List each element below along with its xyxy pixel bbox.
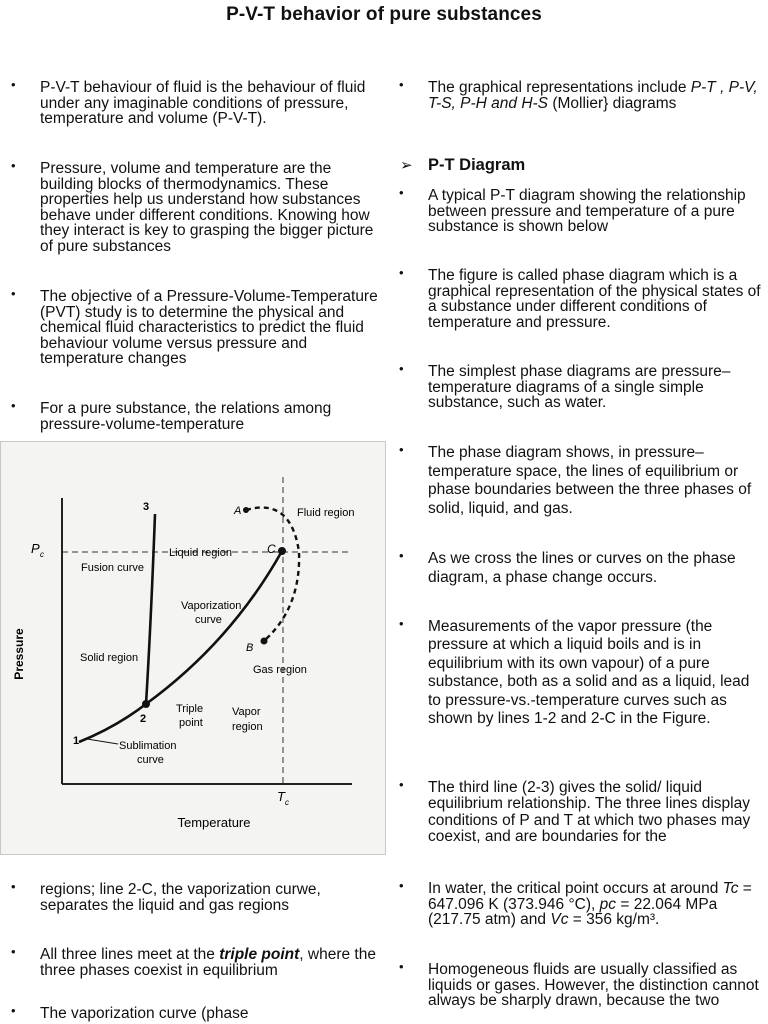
left-bullet-4: • For a pure substance, the relations among pressure-volume-temperature — [11, 401, 388, 434]
pc-label: P — [31, 541, 40, 556]
bullet-marker: • — [399, 780, 404, 792]
pressure-axis-label: Pressure — [12, 628, 26, 680]
point-b-label: B — [246, 642, 254, 654]
right-bullet-7: • Measurements of the vapor pressure (the pressure at which a liquid boils and is in equilibrium with its own vapour) of a pure substance, both as a solid and as a liquid, lead to pressure-vs.-temperature curves such as shown by lines 1-2 and 2-C in the Figure. — [399, 616, 750, 728]
left-bullet-2: • Pressure, volume and temperature are the building blocks of thermodynamics. These properties help us understand how substances behave under different conditions. Knowing how they interact is key to grasping the bigger picture of pure substances — [11, 158, 374, 255]
bullet-marker: • — [11, 401, 16, 413]
sublimation-curve-line — [79, 704, 146, 742]
vapor-region-label-2: region — [232, 721, 263, 733]
bullet-marker: • — [11, 286, 16, 301]
sublimation-leader-line — [87, 739, 118, 744]
point-a-marker — [243, 507, 249, 513]
dashed-path-a-b — [246, 508, 299, 640]
tc-label: T — [277, 789, 285, 804]
vaporization-curve-label-2: curve — [195, 614, 222, 626]
left-bullet-1: • P-V-T behaviour of fluid is the behaviour of fluid under any imaginable conditions of pressure, temperature and volume (P-V-T). — [11, 77, 366, 127]
fusion-curve-label: Fusion curve — [81, 562, 144, 574]
bullet-marker: • — [11, 158, 16, 173]
bullet-marker: • — [11, 1006, 16, 1018]
left-bullet-7: • The vaporization curve (phase — [11, 1006, 388, 1024]
vaporization-curve-line — [146, 551, 282, 704]
right-bullet-2: • A typical P-T diagram showing the relationship between pressure and temperature of a pure substance is shown below — [399, 185, 746, 235]
bullet-marker: • — [11, 944, 16, 959]
arrow-bullet-icon: ➢ — [400, 157, 413, 174]
point-c-label: C — [267, 542, 276, 556]
fluid-region-label: Fluid region — [297, 507, 355, 519]
right-bullet-5: • The phase diagram shows, in pressure–temperature space, the lines of equilibrium or phase boundaries between the three phases of solid, liquid, and gas. — [399, 442, 752, 517]
sublimation-curve-label-2: curve — [137, 754, 164, 766]
bullet-marker: • — [399, 265, 404, 280]
right-bullet-8: • The third line (2-3) gives the solid/ liquid equilibrium relationship. The three lines display conditions of P and T at which two phases may coexist, and are boundaries for the — [399, 780, 762, 866]
point-3-label: 3 — [143, 501, 150, 513]
pc-subscript: c — [40, 550, 44, 559]
sublimation-curve-label-1: Sublimation — [119, 740, 177, 752]
tc-subscript: c — [285, 798, 289, 807]
right-bullet-4: • The simplest phase diagrams are pressure–temperature diagrams of a single simple substance, such as water. — [399, 361, 731, 411]
bullet-marker: • — [399, 77, 404, 92]
bullet-marker: • — [399, 442, 404, 457]
right-bullet-1: • The graphical representations include P-T , P-V, T-S, P-H and H-S (Mollier} diagrams — [399, 77, 758, 112]
temperature-axis-label: Temperature — [177, 815, 251, 830]
vapor-region-label-1: Vapor — [232, 706, 261, 718]
liquid-region-label: Liquid region — [169, 547, 232, 559]
bullet-marker: • — [399, 185, 404, 200]
left-bullet-6: • All three lines meet at the triple point, where the three phases coexist in equilibrium — [11, 944, 376, 979]
phase-diagram-svg — [1, 442, 386, 855]
left-bullet-5: • regions; line 2-C, the vaporization curwe, separates the liquid and gas regions — [11, 879, 321, 914]
gas-region-label: Gas region — [253, 664, 307, 676]
point-b-marker — [261, 638, 268, 645]
triple-point-label-2: point — [179, 717, 203, 729]
bullet-marker: • — [399, 962, 404, 974]
bullet-marker: • — [11, 77, 16, 92]
pt-diagram-heading: ➢ P-T Diagram — [400, 156, 526, 174]
triple-point-label-1: Triple — [176, 703, 204, 715]
fusion-curve-line — [146, 514, 155, 704]
point-1-label: 1 — [73, 735, 80, 747]
vaporization-curve-label-1: Vaporization — [181, 600, 242, 612]
page-title: P-V-T behavior of pure substances — [226, 4, 542, 25]
point-2-label: 2 — [140, 713, 147, 725]
bullet-marker: • — [11, 879, 16, 894]
bullet-marker: • — [399, 548, 404, 563]
right-bullet-6: • As we cross the lines or curves on the phase diagram, a phase change occurs. — [399, 548, 736, 586]
critical-point-marker — [278, 547, 286, 555]
solid-region-label: Solid region — [80, 652, 139, 664]
pt-phase-diagram — [0, 441, 386, 855]
right-bullet-3: • The figure is called phase diagram which is a graphical representation of the physical states of a substance under different conditions of temperature and pressure. — [399, 265, 761, 331]
bullet-marker: • — [399, 616, 404, 631]
bullet-marker: • — [399, 361, 404, 376]
triple-point-marker — [142, 700, 150, 708]
right-bullet-9: • In water, the critical point occurs at around Tc = 647.096 K (373.946 °C), pc = 22.064 MPa (217.75 atm) and Vc = 356 kg/m³. — [399, 878, 752, 928]
bullet-marker: • — [399, 878, 404, 893]
right-bullet-10: • Homogeneous fluids are usually classified as liquids or gases. However, the distinction cannot always be sharply drawn, because the two — [399, 962, 762, 1024]
left-bullet-3: • The objective of a Pressure-Volume-Temperature (PVT) study is to determine the physical and chemical fluid characteristics to predict the fluid behaviour volume versus pressure and temperature changes — [11, 286, 378, 367]
point-a-label: A — [234, 505, 242, 517]
